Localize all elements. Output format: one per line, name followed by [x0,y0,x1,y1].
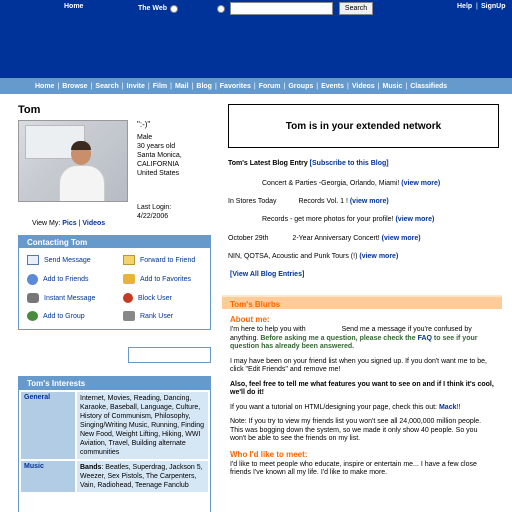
mack-link[interactable]: Mack [438,403,457,411]
blog-view-more-link[interactable]: (view more) [381,235,421,242]
about-paragraph-1 [230,326,494,352]
last-login-date: 4/22/2006 [137,213,169,220]
nav-separator: | [170,82,172,90]
about-text-4a: If you want a tutorial on HTML/designing your page, check this out: [230,403,438,411]
nav-home[interactable]: Home [35,82,55,90]
view-all-blog-link[interactable] [230,271,304,278]
view-my-separator: | [78,220,81,227]
about-text-4b: !! [456,403,461,411]
profile-url-box[interactable] [128,347,211,363]
interest-row-music [21,461,208,492]
instant-message-icon [27,293,39,303]
top-separator: | [476,3,478,10]
music-bands-label: Bands [80,464,102,471]
top-banner [0,0,512,78]
instant-message-label: Instant Message [44,294,96,302]
the-web-label: The Web [138,5,168,12]
blog-entry-text: In Stores Today [228,198,277,205]
help-link[interactable]: Help [457,3,473,10]
blog-view-more-link[interactable]: (view more) [395,216,435,223]
forward-to-friend-link[interactable] [123,255,195,265]
last-login-label: Last Login: [137,204,172,211]
site-radio[interactable] [217,5,225,13]
subscribe-link[interactable]: [Subscribe to this Blog] [309,160,389,167]
block-icon [123,293,133,303]
the-web-radio[interactable] [170,5,178,13]
nav-film[interactable]: Film [152,82,168,90]
nav-groups[interactable]: Groups [288,82,314,90]
blog-view-more-link[interactable]: (view more) [359,253,399,260]
interest-value-music [77,461,208,492]
profile-gender: Male [137,134,153,141]
blog-entry [228,253,398,260]
contact-box [18,235,211,330]
search-button[interactable]: Search [339,2,373,15]
blurbs-title: Tom's Blurbs [222,295,502,309]
top-home-link[interactable]: Home [64,3,84,10]
blog-entry [262,216,434,223]
profile-details [137,133,182,178]
view-my-label: View My: [32,220,61,227]
interest-label-general: General [21,392,75,459]
profile-country: United States [137,170,180,177]
rank-icon [123,311,135,321]
extended-network-box: Tom is in your extended network [228,104,499,148]
nav-blog[interactable]: Blog [196,82,212,90]
block-user-link[interactable] [123,293,172,303]
view-my [32,220,105,227]
blog-entry [262,180,440,187]
add-to-group-label: Add to Group [43,312,85,320]
nav-separator: | [316,82,319,90]
about-paragraph-5: Note: If you try to view my friends list you won't see all 24,000,000 million people. This was bogging down the system, so we made it only show 40 people. So you won't be able to see the friends on my list. [230,418,482,442]
add-to-friends-label: Add to Friends [43,276,89,283]
photo-hair [71,141,91,150]
profile-state: CALIFORNIA [137,161,180,168]
about-paragraph-4 [230,404,494,413]
nav-favorites[interactable]: Favorites [219,82,251,90]
add-friend-icon [27,274,38,285]
nav-separator: | [121,82,124,90]
view-all-blog-label: [View All Blog Entries] [230,271,305,278]
faq-link[interactable]: FAQ [417,334,432,342]
nav-separator: | [283,82,286,90]
photo-shirt [59,165,105,202]
main-nav [0,78,512,94]
blog-entry-text: Concert & Parties -Georgia, Orlando, Miami! [262,180,400,187]
profile-photo[interactable] [18,120,128,202]
music-bands-value: : Beatles, Superdrag, Jackson 5, Weezer, Sex Pistols, The Carpenters, Vain, Radiohead, Teenage Fanclub [80,464,203,489]
interest-label-music: Music [21,461,75,492]
nav-separator: | [90,82,93,90]
profile-age: 30 years old [137,143,176,150]
interests-box [18,376,211,512]
blurbs-section [222,295,502,512]
about-text-1a: I'm here to help you with [230,326,306,333]
send-message-link[interactable] [27,255,91,265]
meet-heading: Who I'd like to meet: [230,449,308,459]
about-paragraph-2: I may have been on your friend list when you signed up. If you don't want me to be, click "Edit Friends" and remove me! [230,357,487,373]
favorites-icon [123,274,135,284]
interests-title: Tom's Interests [19,377,210,390]
about-me-heading: About me: [230,315,270,324]
nav-separator: | [253,82,256,90]
forward-to-friend-label: Forward to Friend [140,256,196,264]
nav-events[interactable]: Events [321,82,345,90]
blog-entry-text-2: 2-Year Anniversary Concert! [292,235,380,242]
nav-separator: | [57,82,60,90]
add-to-friends-link[interactable] [27,274,89,285]
forward-mail-icon [123,255,135,265]
nav-music[interactable]: Music [382,82,403,90]
blog-entry-text-2: Records Vol. 1 ! [298,198,348,205]
about-paragraph-3: Also, feel free to tell me what features you want to see on and if I think it's cool, we'll do it! [230,380,494,396]
blog-view-more-link[interactable]: (view more) [349,198,389,205]
profile-name: Tom [18,104,41,116]
nav-separator: | [347,82,349,90]
nav-videos[interactable]: Videos [351,82,375,90]
profile-city: Santa Monica, [137,152,182,159]
blog-entry [228,235,421,242]
interest-row-general [21,392,208,459]
instant-message-link[interactable] [27,293,95,303]
blog-title-text: Tom's Latest Blog Entry [228,160,308,167]
last-login [137,203,171,221]
search-input[interactable] [230,2,333,15]
meet-paragraph: I'd like to meet people who educate, inspire or entertain me... I have a few close friends I've known all my life. I'd like to make more. [230,460,477,476]
blog-entry-text: NIN, QOTSA, Acoustic and Punk Tours (!) [228,253,358,260]
signup-link[interactable]: SignUp [481,3,506,10]
nav-invite[interactable]: Invite [126,82,145,90]
blog-title [228,160,389,167]
nav-forum[interactable]: Forum [258,82,281,90]
add-to-favorites-label: Add to Favorites [140,275,191,283]
nav-browse[interactable]: Browse [62,82,88,90]
group-icon [27,311,38,321]
block-user-label: Block User [138,294,172,302]
blog-entry-text: Records - get more photos for your profile! [262,216,394,223]
send-message-label: Send Message [44,256,91,264]
rank-user-link[interactable] [123,311,173,321]
blog-view-more-link[interactable]: (view more) [401,180,441,187]
nav-separator: | [214,82,217,90]
pics-link[interactable]: Pics [62,220,77,227]
mail-icon [27,255,39,265]
rank-user-label: Rank User [140,312,174,320]
add-to-group-link[interactable] [27,311,85,321]
blog-entry [228,198,389,205]
add-to-favorites-link[interactable] [123,274,191,284]
about-text-1c: Before asking me a question, please check the [260,334,416,342]
nav-classifieds[interactable]: Classifieds [410,82,448,90]
interest-value-general: Internet, Movies, Reading, Dancing, Karaoke, Baseball, Language, Culture, History of Communism, Philosophy, Singing/Writing Music, Running, Finding New Food, Weight Lifting, Hiking, WWI Aviation, Travel, Building alternate communities [77,392,208,459]
nav-separator: | [191,82,194,90]
contact-box-title: Contacting Tom [19,236,210,248]
about-text-1d: to see if your question has already been answered. [230,334,478,350]
nav-separator: | [405,82,408,90]
nav-mail[interactable]: Mail [174,82,189,90]
blog-entry-text: October 29th [228,235,269,242]
nav-separator: | [147,82,150,90]
videos-link[interactable]: Videos [82,220,106,227]
about-text-1b: Send me a message if you're confused by anything. [230,326,472,342]
profile-mood: ":-)" [137,120,151,129]
nav-separator: | [377,82,380,90]
nav-search[interactable]: Search [95,82,119,90]
